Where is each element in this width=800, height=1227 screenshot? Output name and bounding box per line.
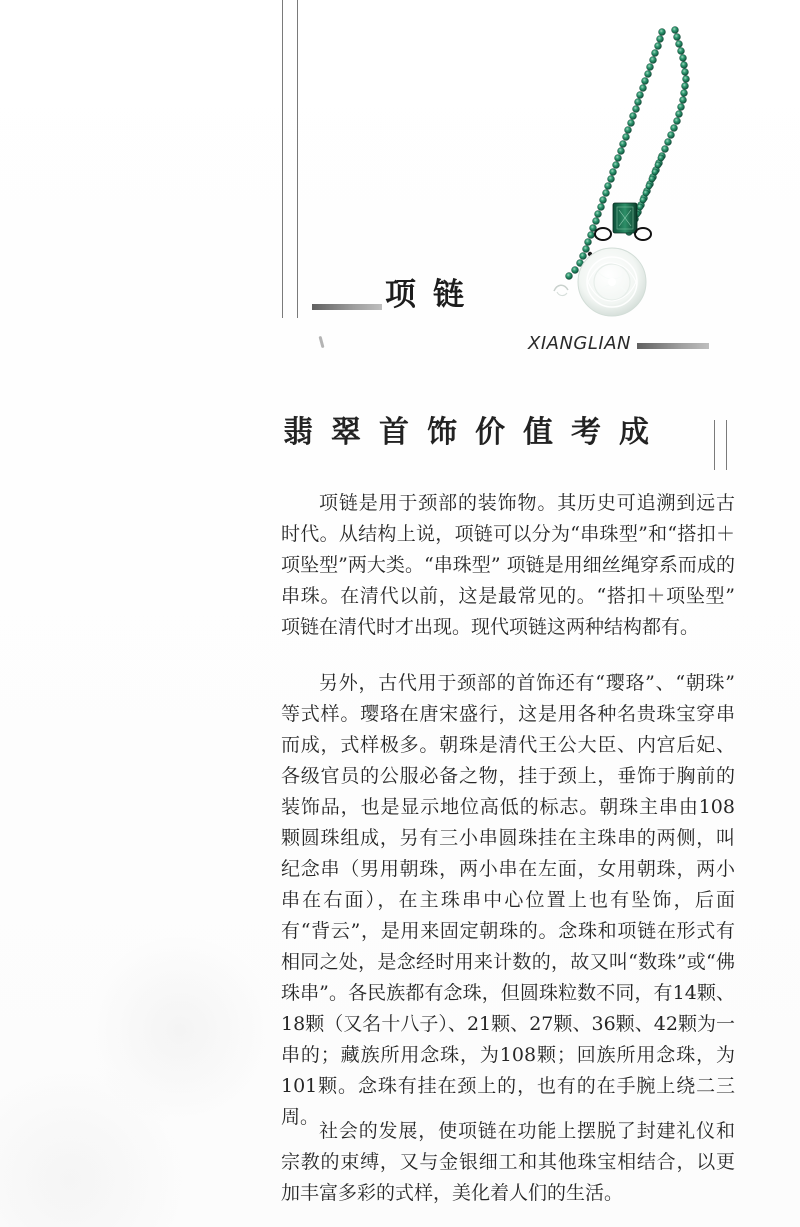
section-romanization: XIANGLIAN [528,333,631,354]
paragraph-text: 社会的发展，使项链在功能上摆脱了封建礼仪和宗教的束缚，又与金银细工和其他珠宝相结合，以更加丰富多彩的式样，美化着人们的生活。 [281,1120,735,1204]
right-vertical-rule-inner [726,420,727,470]
paragraph-text: 另外，古代用于颈部的首饰还有“璎珞”、“朝珠” 等式样。璎珞在唐宋盛行，这是用各种名贵珠宝穿串而成，式样极多。朝珠是清代王公大臣、内宫后妃、各级官员的公服必备之物，挂于颈上，垂饰于胸前的装饰品，也是显示地位高低的标志。朝珠主串由108颗圆珠组成，另有三小串圆珠挂在主珠串的两侧，叫纪念串（男用朝珠，两小串在左面，女用朝珠，两小串在右面），在主珠串中心位置上也有坠饰，后面有“背云”，是用来固定朝珠的。念珠和项链在形式有相同之处，是念经时用来计数的，故又叫“数珠”或“佛珠串”。各民族都有念珠，但圆珠粒数不同，有14颗、18颗（又名十八子）、21颗、27颗、36颗、42颗为一串的；藏族所用念珠，为108颗；回族所用念珠，为101颗。念珠有挂在颈上的，也有的在手腕上绕二三周。 [281,672,735,1128]
jade-necklace-image [530,20,710,320]
scan-mark [318,336,324,348]
article-title: 翡翠首饰价值考成 [283,415,667,450]
section-title-left-bar [312,304,382,310]
right-vertical-rule [714,420,715,470]
left-vertical-rule [282,0,283,318]
article-paragraph-2 [281,668,735,1133]
section-title: 项链 [385,277,481,313]
article-paragraph-3 [281,1116,735,1209]
section-title-right-bar [637,343,709,349]
paragraph-text: 项链是用于颈部的装饰物。其历史可追溯到远古时代。从结构上说，项链可以分为“串珠型”和“搭扣＋项坠型”两大类。“串珠型” 项链是用细丝绳穿系而成的串珠。在清代以前，这是最常见的。“搭扣＋项坠型” 项链在清代时才出现。现代项链这两种结构都有。 [281,492,735,638]
article-paragraph-1 [281,488,735,643]
left-vertical-rule-inner [297,0,298,318]
